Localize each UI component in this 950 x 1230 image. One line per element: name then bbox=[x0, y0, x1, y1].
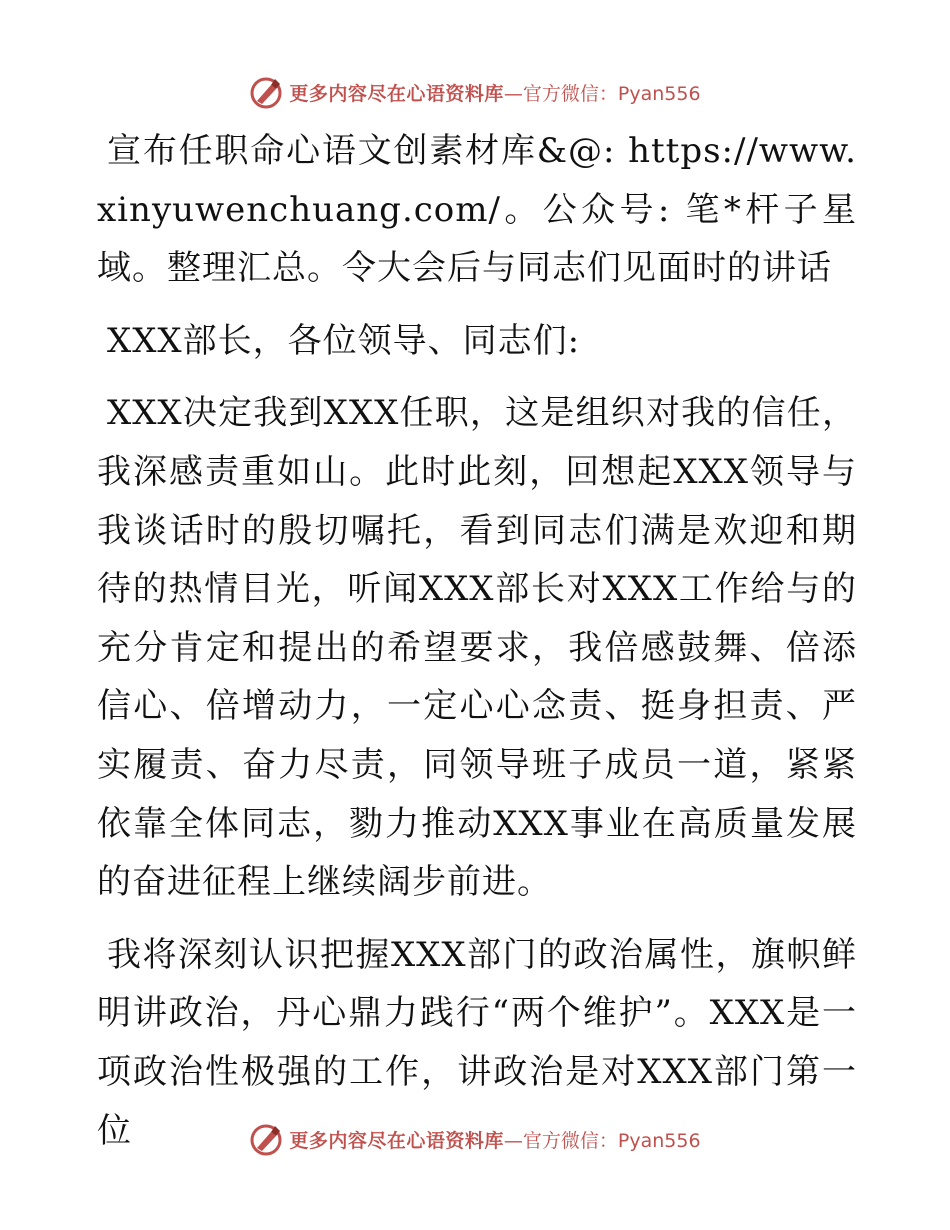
document-body bbox=[97, 122, 857, 1174]
paragraph-title: 宣布任职命心语文创素材库&@: https://www.xinyuwenchuang.com/。公众号: 笔*杆子星域。整理汇总。令大会后与同志们见面时的讲话 bbox=[97, 131, 857, 289]
watermark-main-text: 更多内容尽在心语资料库 bbox=[289, 82, 504, 105]
watermark-sub-text: —官方微信：Pyan556 bbox=[503, 82, 701, 105]
paragraph-body-1: XXX决定我到XXX任职，这是组织对我的信任，我深感责重如山。此时此刻，回想起XXX领导与我谈话时的殷切嘱托，看到同志们满是欢迎和期待的热情目光，听闻XXX部长对XXX工作给与的充分肯定和提出的希望要求，我倍感鼓舞、倍添信心、倍增动力，一定心心念责、挺身担责、严实履责、奋力尽责，同领导班子成员一道，紧紧依靠全体同志，勠力推动XXX事业在高质量发展的奋进征程上继续阔步前进。 bbox=[97, 393, 857, 903]
paragraph-body-2: 我将深刻认识把握XXX部门的政治属性，旗帜鲜明讲政治，丹心鼎力践行“两个维护”。XXX是一项政治性极强的工作，讲政治是对XXX部门第一位 bbox=[97, 934, 857, 1151]
pen-logo-icon bbox=[249, 1122, 285, 1156]
header-watermark bbox=[0, 72, 950, 112]
footer-watermark bbox=[0, 1119, 950, 1159]
watermark-sub-text: —官方微信：Pyan556 bbox=[503, 1129, 701, 1152]
watermark-main-text: 更多内容尽在心语资料库 bbox=[289, 1129, 504, 1152]
pen-logo-icon bbox=[249, 75, 285, 109]
paragraph-salutation: XXX部长，各位领导、同志们: bbox=[107, 320, 581, 361]
